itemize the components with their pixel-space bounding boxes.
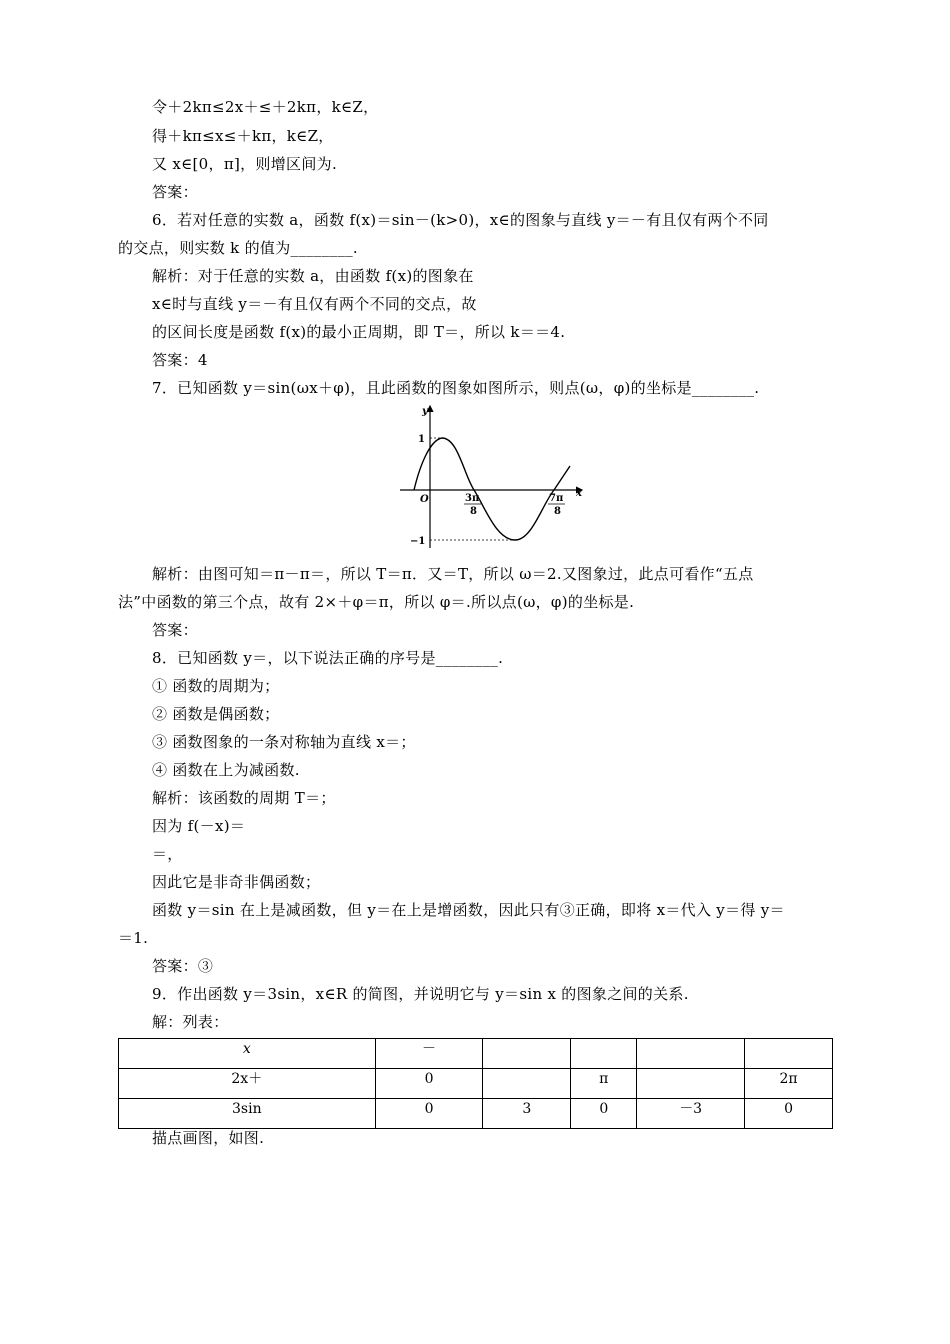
problem-6: 6．若对任意的实数 a，函数 f(x)＝sin－(k>0)，x∈的图象与直线 y＝－有且仅有两个不同 [152,211,769,229]
table-cell [745,1039,833,1069]
y-axis-label: y [422,406,428,417]
solution-line: x∈时与直线 y＝－有且仅有两个不同的交点，故 [152,295,477,313]
table-cell: 0 [375,1069,483,1099]
problem-8: 8．已知函数 y＝，以下说法正确的序号是________. [152,649,504,667]
y-min-label: −1 [410,536,426,547]
table-cell: 0 [571,1099,637,1129]
table-cell: －3 [637,1099,745,1129]
option-3: ③ 函数图象的一条对称轴为直线 x＝； [152,733,416,751]
table-cell: x [119,1039,376,1069]
answer-line: 答案：③ [152,957,214,975]
table-cell: － [375,1039,483,1069]
table-cell: 0 [745,1099,833,1129]
option-4: ④ 函数在上为减函数. [152,761,300,779]
option-1: ① 函数的周期为； [152,677,280,695]
table-cell: 0 [375,1099,483,1129]
table-cell [637,1039,745,1069]
table-cell [571,1039,637,1069]
solution-line: ＝， [152,845,183,863]
x-tick-label-num: 3π [465,493,480,504]
table-cell: 2x＋ [119,1069,376,1099]
solution-line: 解析：对于任意的实数 a，由函数 f(x)的图象在 [152,267,474,285]
table-cell: 2π [745,1069,833,1099]
x-axis-label: x [576,488,582,499]
text-line: 描点画图，如图. [152,1129,265,1147]
solution-line: 解析：由图可知＝π－π＝，所以 T＝π．又＝T，所以 ω＝2.又图象过，此点可看作“五点 [152,565,754,583]
table-cell: 3 [483,1099,571,1129]
table-row [119,1099,833,1129]
x-tick-label-den: 8 [554,506,561,517]
answer-line: 答案： [152,621,198,639]
answer-line: 答案：4 [152,351,208,369]
table-cell [637,1069,745,1099]
table-row [119,1039,833,1069]
option-2: ② 函数是偶函数； [152,705,280,723]
problem-9: 9．作出函数 y＝3sin，x∈R 的简图，并说明它与 y＝sin x 的图象之间的关系. [152,985,689,1003]
table-cell [483,1039,571,1069]
solution-line-cont: ＝1. [118,929,149,947]
table-row [119,1069,833,1099]
text-line: 得＋kπ≤x≤＋kπ，k∈Z， [152,127,334,145]
solution-line: 解析：该函数的周期 T＝； [152,789,336,807]
y-max-label: 1 [418,434,425,445]
solution-line: 函数 y＝sin 在上是减函数，但 y＝在上是增函数，因此只有③正确，即将 x＝代入 y＝得 y＝ [152,901,785,919]
text-line: 令＋2kπ≤2x＋≤＋2kπ，k∈Z， [152,98,379,116]
origin-label: O [420,494,429,505]
x-tick-label-den: 8 [470,506,477,517]
solution-line: 因为 f(－x)＝ [152,817,246,835]
solution-line: 因此它是非奇非偶函数； [152,873,321,891]
x-tick-label-num: 7π [549,493,564,504]
problem-7: 7．已知函数 y＝sin(ωx＋φ)，且此函数的图象如图所示，则点(ω，φ)的坐标是________. [152,379,760,397]
table-cell [483,1069,571,1099]
solution-line: 解：列表： [152,1013,229,1031]
table-cell: 3sin [119,1099,376,1129]
problem-6-cont: 的交点，则实数 k 的值为________. [118,239,358,257]
table-cell: π [571,1069,637,1099]
solution-line-cont: 法”中函数的第三个点，故有 2×＋φ＝π，所以 φ＝.所以点(ω，φ)的坐标是. [118,593,635,611]
answer-line: 答案： [152,183,198,201]
sine-graph-figure [392,400,592,550]
text-line: 又 x∈[0，π]，则增区间为. [152,155,338,173]
value-table [118,1038,833,1129]
solution-line: 的区间长度是函数 f(x)的最小正周期，即 T＝，所以 k＝＝4. [152,323,566,341]
sine-curve [414,438,570,540]
